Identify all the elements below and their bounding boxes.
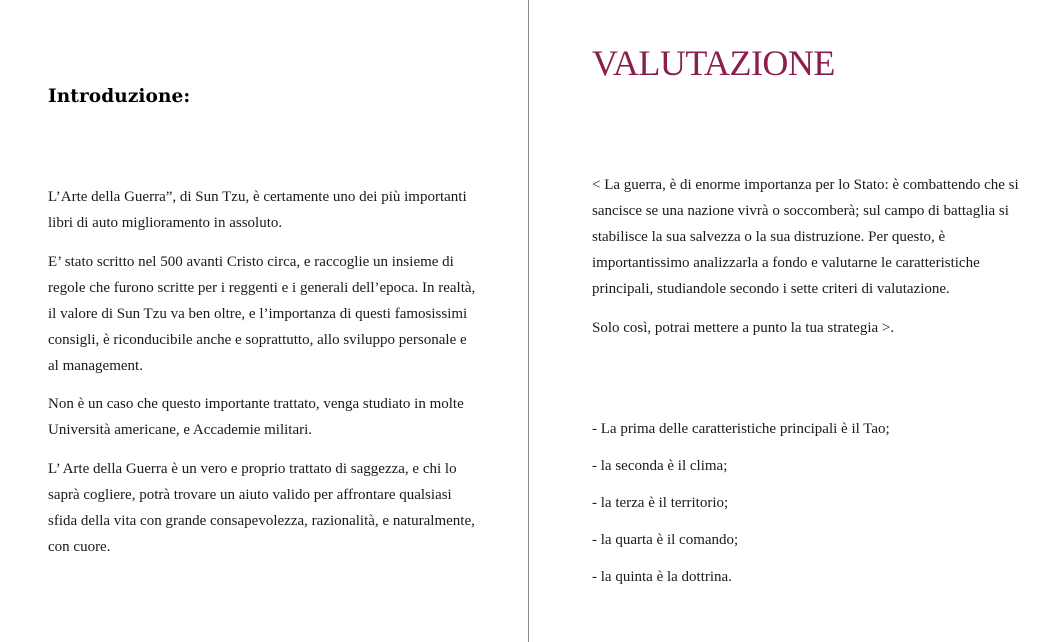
valutazione-paragraph-2: Solo così, potrai mettere a punto la tua strategia >. [592,319,895,336]
intro-paragraph-2: E’ stato scritto nel 500 avanti Cristo circa, e raccoglie un insieme di regole che furono scritte per i reggenti e i generali dell’epoca. In realtà, il valore di Sun Tzu va ben oltre, e l’importanza di questi famosissimi consigli, è riconducibile anche e soprattutto, allo sviluppo personale e al management. [48,253,476,374]
intro-paragraph-4: L’ Arte della Guerra è un vero e proprio trattato di saggezza, e chi lo saprà cogliere, potrà trovare un aiuto valido per affrontare qualsiasi sfida della vita con grande consapevolezza, razionalità, e naturalmente, con cuore. [48,460,475,555]
intro-paragraph-3: Non è un caso che questo importante trattato, venga studiato in molte Università americane, e Accademie militari. [48,396,464,438]
valutazione-body [592,172,1022,353]
introduction-heading: Introduzione: [48,86,191,107]
list-item: - la quinta è la dottrina. [592,569,732,585]
list-item: - la quarta è il comando; [592,532,739,548]
valutazione-title: VALUTAZIONE [592,43,835,83]
list-item: - la seconda è il clima; [592,458,728,474]
right-page [529,0,1043,642]
list-item: - la terza è il territorio; [592,495,729,511]
intro-paragraph-1: L’Arte della Guerra”, di Sun Tzu, è certamente uno dei più importanti libri di auto miglioramento in assoluto. [48,189,467,231]
valutazione-paragraph-1: < La guerra, è di enorme importanza per lo Stato: è combattendo che si sancisce se una nazione vivrà o soccomberà; sul campo di battaglia si stabilisce la sua salvezza o la sua distruzione. Per questo, è importantissimo analizzarla a fondo e valutarne le caratteristiche principali, studiandole secondo i sette criteri di valutazione. [592,177,1019,297]
criteria-list [592,416,1022,601]
introduction-body [48,184,478,572]
list-item: - La prima delle caratteristiche principali è il Tao; [592,421,890,437]
